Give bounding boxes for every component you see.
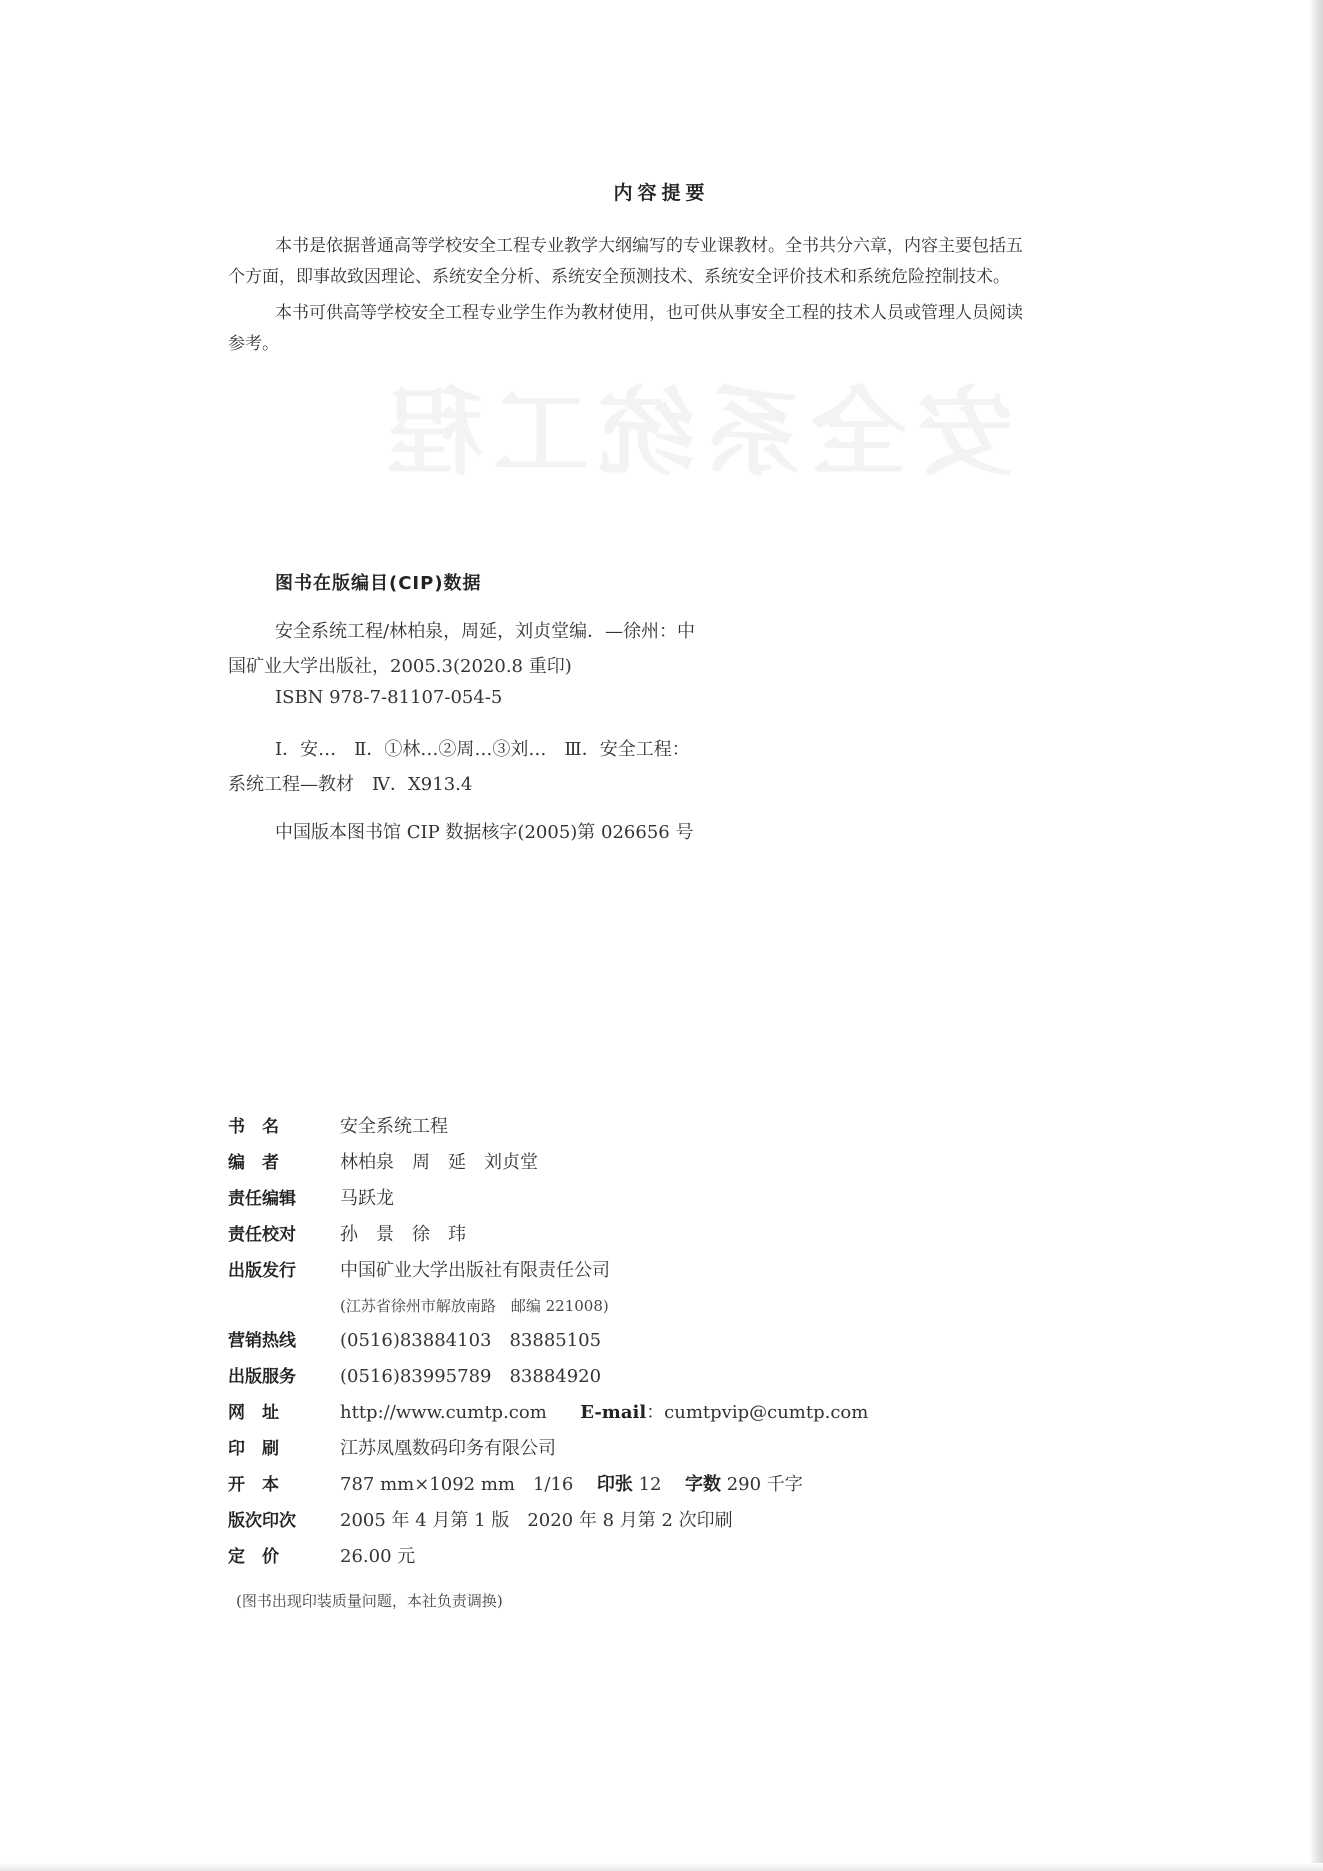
info-value: 26.00 元 bbox=[340, 1546, 416, 1567]
summary-title: 内容提要 bbox=[613, 182, 710, 204]
info-value bbox=[340, 1470, 803, 1496]
info-value: 中国矿业大学出版社有限责任公司 bbox=[340, 1260, 610, 1281]
website-url[interactable]: http://www.cumtp.com bbox=[340, 1402, 547, 1423]
info-value: 林柏泉 周 延 刘贞堂 bbox=[340, 1152, 538, 1173]
info-label: 编 者 bbox=[228, 1153, 279, 1173]
cip-class-line-2: 系统工程—教材 Ⅳ．X913.4 bbox=[228, 774, 473, 795]
summary-paragraph-2-line-1: 本书可供高等学校安全工程专业学生作为教材使用，也可供从事安全工程的技术人员或管理人员阅读 bbox=[275, 303, 1023, 323]
info-value: 孙 景 徐 玮 bbox=[340, 1224, 466, 1245]
cip-record: 中国版本图书馆 CIP 数据核字(2005)第 026656 号 bbox=[275, 822, 694, 843]
info-value: (0516)83884103 83885105 bbox=[340, 1330, 602, 1351]
summary-paragraph-1-line-2: 个方面，即事故致因理论、系统安全分析、系统安全预测技术、系统安全评价技术和系统危险控制技术。 bbox=[228, 267, 1010, 287]
info-label: 营销热线 bbox=[228, 1331, 296, 1351]
quality-note: (图书出现印装质量问题，本社负责调换) bbox=[236, 1592, 503, 1610]
info-label: 印 刷 bbox=[228, 1439, 279, 1459]
info-value bbox=[340, 1398, 868, 1424]
info-label: 定 价 bbox=[228, 1547, 279, 1567]
page-bottom-shadow bbox=[0, 1863, 1323, 1871]
email-address[interactable]: ：cumtpvip@cumtp.com bbox=[646, 1402, 869, 1423]
sheets-value: 12 bbox=[638, 1474, 662, 1495]
info-value: (0516)83995789 83884920 bbox=[340, 1366, 602, 1387]
sheets-label: 印张 bbox=[596, 1474, 633, 1495]
bleed-through-title: 安全系统工程 bbox=[377, 377, 1013, 489]
cip-isbn: ISBN 978-7-81107-054-5 bbox=[275, 687, 503, 708]
info-label: 责任校对 bbox=[228, 1225, 296, 1245]
publisher-address: (江苏省徐州市解放南路 邮编 221008) bbox=[340, 1297, 609, 1315]
info-label: 开 本 bbox=[228, 1475, 279, 1495]
cip-line-1: 安全系统工程/林柏泉，周延，刘贞堂编．—徐州：中 bbox=[275, 621, 696, 642]
info-value: 2005 年 4 月第 1 版 2020 年 8 月第 2 次印刷 bbox=[340, 1510, 733, 1531]
summary-paragraph-1-line-1: 本书是依据普通高等学校安全工程专业教学大纲编写的专业课教材。全书共分六章，内容主要包括五 bbox=[275, 236, 1023, 256]
info-value: 江苏凤凰数码印务有限公司 bbox=[340, 1438, 556, 1459]
page-edge-shadow bbox=[1309, 0, 1323, 1871]
info-label: 出版发行 bbox=[228, 1261, 296, 1281]
info-value: 安全系统工程 bbox=[340, 1116, 448, 1137]
info-label: 书 名 bbox=[228, 1117, 279, 1137]
summary-paragraph-2-line-2: 参考。 bbox=[228, 334, 279, 354]
words-value: 290 千字 bbox=[726, 1474, 803, 1495]
words-label: 字数 bbox=[684, 1474, 721, 1495]
cip-class-line-1: Ⅰ．安… Ⅱ．①林…②周…③刘… Ⅲ．安全工程： bbox=[275, 739, 690, 760]
info-label: 出版服务 bbox=[228, 1367, 296, 1387]
cip-line-2: 国矿业大学出版社，2005.3(2020.8 重印) bbox=[228, 656, 572, 677]
cip-heading: 图书在版编目(CIP)数据 bbox=[275, 573, 482, 594]
info-label: 网 址 bbox=[228, 1403, 279, 1423]
format-size: 787 mm×1092 mm 1/16 bbox=[340, 1474, 574, 1495]
info-label: 版次印次 bbox=[228, 1511, 296, 1531]
email-label: E-mail bbox=[580, 1402, 647, 1423]
info-label: 责任编辑 bbox=[228, 1189, 296, 1209]
info-value: 马跃龙 bbox=[340, 1188, 394, 1209]
